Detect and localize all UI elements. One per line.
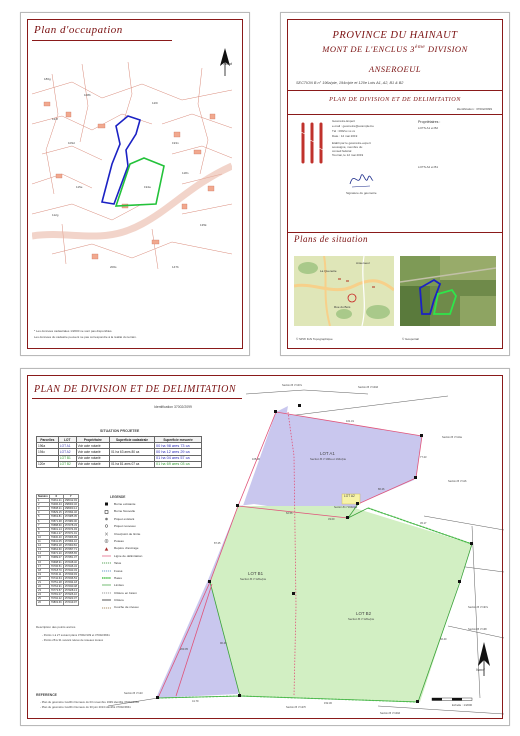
legend-symbol-icon	[102, 606, 111, 610]
dimension-label: 62.56	[286, 512, 293, 515]
section-label: Section B n°114a	[442, 436, 462, 439]
legend-label: Piquet nouveau	[114, 524, 136, 529]
office-line: Géomètre-Expert	[332, 119, 356, 123]
office-line: soussigné, membre du	[332, 145, 363, 149]
table-cell: 01 ha 69 ares 03 ca	[155, 461, 202, 467]
table-cell: 79730.11	[50, 572, 62, 576]
sheet3-frame	[27, 375, 503, 719]
signature-icon	[348, 168, 374, 190]
legend-label: Repère d'ancrage	[114, 546, 139, 551]
table-cell: 5	[37, 515, 50, 519]
table-header-cell: LOT	[58, 437, 76, 443]
table-cell: 158012.93	[64, 499, 77, 503]
table-cell: 157951.07	[64, 556, 77, 560]
section-label: Section B n°138	[468, 628, 487, 631]
table-cell: 79792.22	[50, 597, 62, 601]
section-line: SECTION B n° 196a/pie, 194c/pie et 120e Lots A1, A2, B1 & B2	[296, 81, 404, 85]
section-label: Section B n°103d	[358, 386, 379, 389]
table-header-cell: Parcelles	[37, 437, 59, 443]
legend-label: Ligne de délimitation	[114, 553, 143, 558]
table-cell: 157994.46	[64, 511, 77, 515]
legend-item	[102, 598, 182, 605]
table-cell: 157939.93	[64, 572, 77, 576]
table-header-cell: Superficie mesurée	[155, 437, 202, 443]
table-cell: 157926.10	[64, 593, 77, 597]
sheet1-title-rule	[32, 40, 172, 41]
legend-item	[102, 532, 182, 539]
coordinates-table	[36, 494, 79, 606]
situation-title: Plans de situation	[294, 234, 368, 244]
locality-title: ANSEROEUL	[368, 64, 422, 74]
table-cell: 79764.91	[50, 585, 62, 589]
legend-symbol-icon	[102, 532, 111, 536]
table-cell: 4	[37, 511, 50, 515]
legend-label: Clôture en béton	[114, 590, 137, 595]
table-cell: 17	[37, 564, 50, 568]
table-cell: 01 ha 04 ares 57 ca	[155, 455, 202, 461]
dimension-label: 66.40	[440, 638, 447, 641]
table-cell: 157923.07	[64, 597, 77, 601]
table-cell: 157946.34	[64, 564, 77, 568]
table-header-cell: X	[49, 495, 63, 499]
parcel-label: 206s	[110, 265, 117, 269]
legend-item	[102, 576, 182, 583]
table-cell: 79612.27	[50, 531, 62, 535]
dimension-label: 45.17	[420, 522, 427, 525]
table-cell: 79588.60	[50, 523, 62, 527]
table-cell: 24	[37, 593, 50, 597]
parcel-label: 186g	[44, 77, 51, 81]
legend-item	[102, 502, 182, 509]
sheet1-note: * Les données cadastrales 1/2000 ne sont pas disponibles.	[34, 329, 113, 334]
dimension-label: 77.23	[420, 456, 427, 459]
legend-title: LEGENDE	[110, 495, 126, 499]
table-cell: 157957.71	[64, 548, 77, 552]
legend-label: Clou/point de limite	[114, 531, 141, 536]
situation-table-title: SITUATION PROJETEE	[100, 429, 140, 433]
table-cell: 79601.14	[50, 527, 62, 531]
dimension-label: 41.79	[192, 700, 199, 703]
parcel-label: 115e	[76, 185, 83, 189]
legend-item	[102, 605, 182, 612]
situation-table	[36, 436, 202, 468]
office-line: Tournai, le 12 mai 2019	[332, 153, 364, 157]
note-line: - Points 28 à 31 suivant relevé de réseaux locaux	[42, 638, 104, 642]
table-cell: LOT A1	[58, 443, 76, 449]
table-cell: 157955.65	[64, 552, 77, 556]
table-header-cell: Superficie cadastrale	[110, 437, 155, 443]
table-cell: 6	[37, 519, 50, 523]
parcel-label: 109d	[68, 141, 75, 145]
legend-label: Piquet existant	[114, 516, 135, 521]
map-caption: © SPW IGN Topographique	[296, 337, 333, 342]
commune-title-sup: ème	[414, 44, 426, 51]
dimension-label: 90.46	[220, 642, 227, 645]
geometer-logo	[298, 122, 326, 164]
table-cell: 00 ha 98 ares 73 ca	[155, 443, 202, 449]
section-label: Section B n°107e	[282, 384, 303, 387]
legend-label: Fossé	[114, 568, 123, 573]
map-label: La Quenette	[320, 269, 337, 273]
table-cell: LOT B2	[58, 461, 76, 467]
map-caption: © Géoportail	[402, 337, 419, 342]
lot-a1-label: LOT A1	[320, 451, 335, 456]
office-line: Date : 12 mai 2019	[332, 134, 358, 138]
table-cell: 157943.03	[64, 568, 77, 572]
legend-label: Clôture	[114, 598, 124, 603]
table-cell: 157948.40	[64, 560, 77, 564]
table-cell: 79496.43	[50, 503, 62, 507]
table-cell: 194c	[37, 449, 59, 455]
table-cell: 14	[37, 552, 50, 556]
table-cell: 157928.13	[64, 589, 77, 593]
cadastral-map	[32, 54, 232, 294]
table-cell: 79461.21	[50, 499, 62, 503]
table-cell: 157971.91	[64, 531, 77, 535]
office-line: e-mail : geometre@example.be	[332, 124, 374, 128]
parcel-label: 193n	[172, 141, 179, 145]
table-cell: 20	[37, 576, 50, 580]
table-cell: LOT B1	[58, 455, 76, 461]
table-cell: Voir acte notarié	[76, 449, 109, 455]
legend-item	[102, 561, 182, 568]
dimension-label: 87.25	[214, 542, 221, 545]
note-line: - Points 1 à 27 suivant plans 37002/109 et 37002/4841	[42, 633, 110, 637]
sheet2-rule	[288, 90, 502, 91]
lot-a2-sub: Section B n°194c/pie	[334, 506, 358, 509]
legend-symbol-icon	[102, 547, 111, 551]
dimension-label: 101.31	[346, 420, 354, 423]
commune-title	[288, 44, 502, 54]
table-cell: 79706.51	[50, 564, 62, 568]
table-cell: 79571.38	[50, 519, 62, 523]
legend-symbol-icon	[102, 502, 111, 506]
legend-label: Poteau	[114, 538, 124, 543]
reference-line: - Plan du géomètre Godfrin Demaux du 03 novembre 1999 identifié 37002/2056	[40, 700, 139, 704]
reference-title: REFERENCE	[36, 693, 57, 697]
table-cell: LOT A2	[58, 449, 76, 455]
table-cell: 79508.21	[50, 507, 62, 511]
table-row	[37, 461, 202, 467]
legend-item	[102, 591, 182, 598]
legend-symbol-icon	[102, 591, 111, 595]
survey-svg	[28, 376, 504, 720]
table-cell: 22	[37, 585, 50, 589]
scale-label: Echelle : 1/2000	[452, 703, 473, 707]
legend-item	[102, 539, 182, 546]
table-cell: 157966.99	[64, 535, 77, 539]
dimension-label: 105.30	[252, 458, 260, 461]
map-label: Anseroeul	[356, 261, 370, 265]
table-cell: 8	[37, 527, 50, 531]
table-cell: 79751.28	[50, 580, 62, 584]
parcel-label: 118n	[182, 171, 189, 175]
legend-symbol-icon	[102, 524, 111, 528]
table-cell: 19	[37, 572, 50, 576]
sheet-plan-occupation	[20, 12, 250, 356]
sheet-division-plan	[20, 368, 510, 726]
sheet1-title: Plan d'occupation	[34, 24, 123, 36]
parcel-label: 194a	[144, 185, 151, 189]
table-cell: 21	[37, 580, 50, 584]
table-cell: 79529.15	[50, 511, 62, 515]
office-line: Etabli par le géomètre-expert	[332, 141, 371, 145]
table-cell: 157978.33	[64, 523, 77, 527]
table-cell: 79672.20	[50, 552, 62, 556]
legend-symbol-icon	[102, 569, 111, 573]
table-cell: 157930.48	[64, 585, 77, 589]
parcel-label: 108b	[84, 93, 91, 97]
table-cell: 01 ha 63 ares 80 ca	[110, 449, 155, 455]
table-cell: 7	[37, 523, 50, 527]
table-cell: 9	[37, 531, 50, 535]
lot-b2-sub: Section B n°120e/pie	[348, 617, 375, 621]
legend-item	[102, 546, 182, 553]
cadastral-svg	[32, 54, 232, 294]
table-cell: 15	[37, 556, 50, 560]
table-cell: 79689.07	[50, 556, 62, 560]
table-cell: 01 ha 81 ares 07 ca	[110, 461, 155, 467]
legend-label: Talus	[114, 561, 122, 566]
table-cell: 196a	[37, 443, 59, 449]
table-cell: 3	[37, 507, 50, 511]
legend-label: Courbe de niveau	[114, 605, 139, 610]
table-header-cell: Propriétaire	[76, 437, 109, 443]
legend-symbol-icon	[102, 561, 111, 565]
table-cell: Voir acte notarié	[76, 461, 109, 467]
sheet1-frame	[27, 19, 243, 349]
owners-value: LOTS A1 et B2	[418, 126, 439, 130]
legend-symbol-icon	[102, 583, 111, 587]
legend-item	[102, 569, 182, 576]
legend-label: Borne Nouvelle	[114, 509, 136, 514]
sheet1-note: Les données du cadastre peuvent ne pas correspondre à la réalité du terrain.	[34, 335, 137, 340]
sheet1-north-label: Nord	[223, 61, 232, 66]
signature-label: Signature du géomètre	[346, 191, 377, 195]
table-header-cell: Numéro	[38, 495, 48, 498]
table-cell: 79773.57	[50, 589, 62, 593]
legend-item	[102, 509, 182, 516]
table-cell: 157985.05	[64, 515, 77, 519]
table-cell: 157936.53	[64, 576, 77, 580]
sheet2-rule	[288, 114, 502, 115]
office-line: conseil fédéral	[332, 149, 352, 153]
lots-value: LOTS A2 et B1	[418, 165, 439, 169]
section-label: Section B n°127h	[286, 706, 307, 709]
division-plan-title: PLAN DE DIVISION ET DE DELIMITATION	[329, 96, 461, 103]
legend-item	[102, 517, 182, 524]
table-cell: 00 ha 12 ares 29 ca	[155, 449, 202, 455]
table-cell: 11	[37, 540, 50, 544]
dimension-label: 152.30	[324, 702, 332, 705]
lot-a1-sub: Section B n°196a et 194c/pie	[310, 457, 347, 461]
table-cell: 25	[37, 597, 50, 601]
table-cell: 2	[37, 503, 50, 507]
table-cell: 158000.14	[64, 507, 77, 511]
office-line: Tél : 069/xx.xx.xx	[332, 129, 356, 133]
table-cell: 158003.32	[64, 503, 77, 507]
table-cell: 157974.93	[64, 527, 77, 531]
table-cell: 79641.05	[50, 540, 62, 544]
table-header-cell: Y	[63, 495, 78, 499]
map-label: Rue du Bois	[334, 305, 351, 309]
section-label: Section B n°123	[124, 692, 143, 695]
legend-label: Haies	[114, 575, 122, 580]
legend-symbol-icon	[102, 539, 111, 543]
dimension-label: 200.05	[180, 648, 188, 651]
table-cell: 120e	[37, 461, 59, 467]
table-cell: 157919.97	[64, 601, 77, 605]
notes-title: Description des points ancrés	[36, 625, 76, 629]
owners-label: Propriétaires :	[418, 120, 441, 124]
table-cell: 10	[37, 535, 50, 539]
table-cell: 79803.66	[50, 601, 62, 605]
table-cell: 157960.81	[64, 544, 77, 548]
table-cell: 79630.40	[50, 535, 62, 539]
province-title: PROVINCE DU HAINAUT	[332, 30, 458, 41]
table-cell: 16	[37, 560, 50, 564]
lot-b1-sub: Section B n°120e/pie	[240, 577, 267, 581]
topographic-map	[294, 256, 394, 326]
section-label: Section B n°197e	[468, 606, 489, 609]
legend-label: Limites	[114, 583, 124, 588]
legend-item	[102, 524, 182, 531]
table-row	[37, 601, 79, 605]
aerial-map	[400, 256, 496, 326]
table-cell: 18	[37, 568, 50, 572]
parcel-label: 126r	[152, 101, 159, 105]
lot-b2-label: LOT B2	[356, 611, 372, 616]
lot-b1-label: LOT B1	[248, 571, 264, 576]
legend-label: Borne existante	[114, 502, 136, 506]
table-cell: 79698.91	[50, 560, 62, 564]
table-cell: 26	[37, 601, 50, 605]
reference-line: - Plan du géomètre Godfrin Demaux du 30 juin 2013 identifié 37002/4841	[40, 705, 131, 709]
table-cell: 1	[37, 499, 50, 503]
legend-symbol-icon	[102, 598, 111, 602]
sheet2-rule	[288, 232, 502, 233]
survey-drawing	[28, 376, 504, 720]
parcel-label: 147b	[172, 265, 179, 269]
table-cell: 157964.10	[64, 540, 77, 544]
parcel-label: 135k	[200, 223, 207, 227]
sheet3-title: PLAN DE DIVISION ET DE DELIMITATION	[34, 384, 237, 395]
legend-symbol-icon	[102, 554, 111, 558]
table-cell: 79653.18	[50, 544, 62, 548]
parcel-label: 112g	[52, 213, 59, 217]
table-cell: 13	[37, 548, 50, 552]
commune-title-part: DIVISION	[425, 44, 468, 54]
table-cell: 12	[37, 544, 50, 548]
table-cell: Voir acte notarié	[76, 455, 109, 461]
legend-symbol-icon	[102, 517, 111, 521]
section-label: Section B n°116	[448, 480, 467, 483]
commune-title-part: MONT DE L'ENCLUS 3	[322, 44, 415, 54]
table-cell: 79742.64	[50, 576, 62, 580]
table-cell: 157983.00	[64, 519, 77, 523]
legend-symbol-icon	[102, 576, 111, 580]
sheet3-north-label: Nord	[476, 667, 485, 672]
table-cell: Voir acte notarié	[76, 443, 109, 449]
legend-item	[102, 583, 182, 590]
table-cell: 79781.07	[50, 593, 62, 597]
legend-symbol-icon	[102, 510, 111, 514]
table-cell: 79563.81	[50, 515, 62, 519]
sheet3-identification: Identification 37002/2099	[154, 405, 192, 409]
table-cell: 79718.70	[50, 568, 62, 572]
identification-small: Identification : 37002/2099	[456, 107, 492, 111]
table-cell: 23	[37, 589, 50, 593]
sheet-title-block	[280, 12, 510, 356]
dimension-label: 33.00	[328, 518, 335, 521]
legend	[102, 502, 182, 613]
dimension-label: 86.26	[378, 488, 385, 491]
parcel-label: 122f	[52, 117, 58, 121]
table-cell: 157934.18	[64, 580, 77, 584]
section-label: Section B n°100d	[380, 712, 401, 715]
sheet2-frame	[287, 19, 503, 349]
legend-item	[102, 554, 182, 561]
lot-a2-label: LOT A2	[344, 494, 355, 498]
table-cell: 79664.60	[50, 548, 62, 552]
